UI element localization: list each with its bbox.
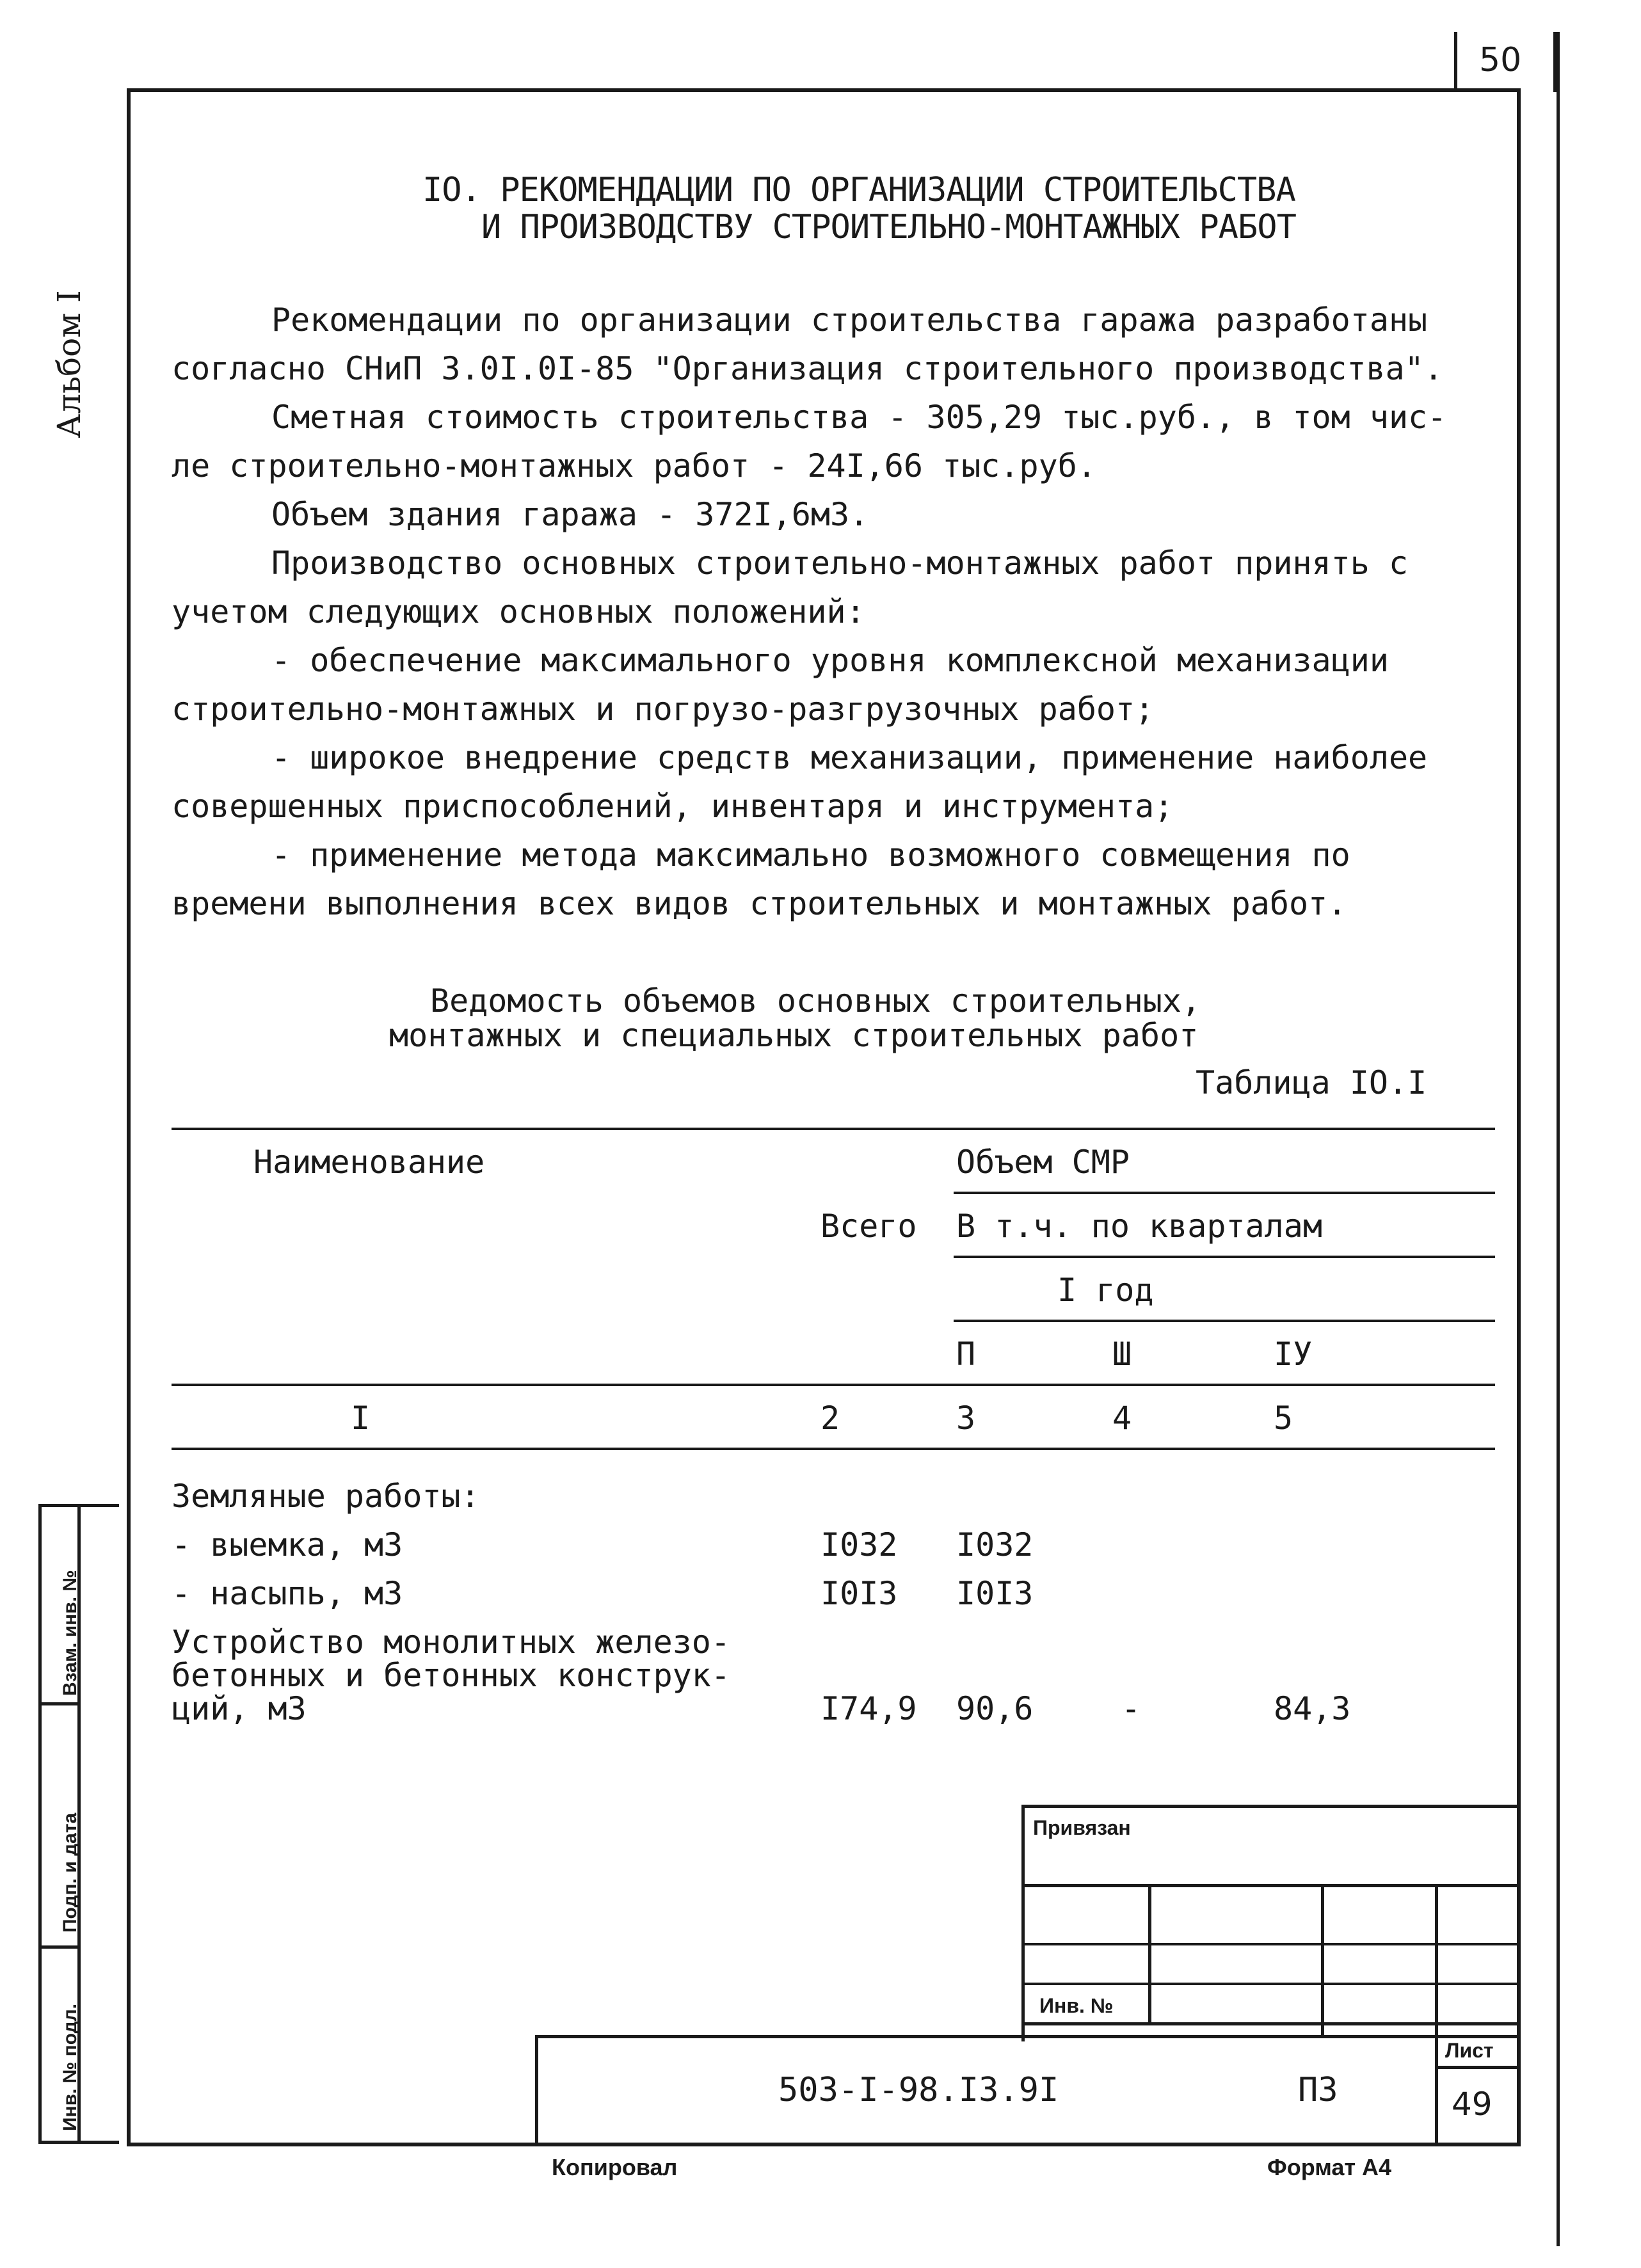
section-heading xyxy=(422,172,1296,246)
stamp-inv-label: Инв. № xyxy=(1039,1994,1114,2017)
col-number-4: 4 xyxy=(1112,1400,1132,1437)
table-row-total: I0I3 xyxy=(820,1575,898,1612)
header-q4: IУ xyxy=(1274,1336,1313,1373)
stamp-rule xyxy=(1021,1983,1521,1985)
table-row-q3: - xyxy=(1121,1690,1141,1727)
sheet-label-rule xyxy=(1435,2066,1521,2069)
body-line-8: - обеспечение максимального уровня комплексной механизации xyxy=(271,642,1389,679)
table-row-name-line: Устройство монолитных железо- xyxy=(172,1624,730,1661)
body-line-10: - широкое внедрение средств механизации, применение наиболее xyxy=(271,739,1428,776)
body-line-12: - применение метода максимально возможного совмещения по xyxy=(271,836,1350,874)
body-line-6: Производство основных строительно-монтажных работ принять с xyxy=(271,545,1409,582)
stamp-bound-label: Привязан xyxy=(1033,1816,1131,1839)
table-row-q4: 84,3 xyxy=(1274,1690,1351,1727)
stamp-rule xyxy=(1021,2022,1521,2025)
body-line-11: совершенных приспособлений, инвентаря и инструмента; xyxy=(172,788,1174,825)
strip-label-inv-podl: Инв. № подл. xyxy=(60,2003,81,2131)
table-row-name-line: ций, м3 xyxy=(172,1690,307,1727)
stamp-rule xyxy=(1021,1943,1521,1945)
table-row-total: I032 xyxy=(820,1526,898,1563)
stamp-col-rule xyxy=(1148,1884,1151,2025)
footer-format: Формат А4 xyxy=(1267,2154,1392,2180)
body-line-4: ле строительно-монтажных работ - 24I,66 тыс.руб. xyxy=(172,447,1096,484)
top-page-number xyxy=(1454,32,1557,92)
table-row-q2: 90,6 xyxy=(956,1690,1034,1727)
body-line-13: времени выполнения всех видов строительных и монтажных работ. xyxy=(172,885,1347,922)
header-q2: П xyxy=(956,1336,976,1373)
body-line-3: Сметная стоимость строительства - 305,29 тыс.руб., в том чис- xyxy=(271,399,1447,436)
body-line-5: Объем здания гаража - 372I,6м3. xyxy=(271,496,869,533)
table-row-name-line: бетонных и бетонных конструк- xyxy=(172,1657,730,1694)
header-total: Всего xyxy=(820,1208,917,1245)
sheet-number: 49 xyxy=(1452,2086,1493,2123)
table-number: Таблица IO.I xyxy=(1196,1064,1427,1101)
body-line-9: строительно-монтажных и погрузо-разгрузочных работ; xyxy=(172,691,1155,728)
header-name: Наименование xyxy=(253,1144,485,1181)
body-line-2: согласно СНиП 3.0I.0I-85 "Организация строительного производства". xyxy=(172,350,1443,387)
footer-copied: Копировал xyxy=(552,2154,678,2180)
header-by-quarters: В т.ч. по кварталам xyxy=(956,1208,1322,1245)
right-edge-line xyxy=(1557,32,1560,2246)
header-volume: Объем СМР xyxy=(956,1144,1130,1181)
table-caption-1: Ведомость объемов основных строительных, xyxy=(430,982,1201,1019)
table-row-name: - выемка, м3 xyxy=(172,1526,403,1563)
header-q3: Ш xyxy=(1112,1336,1132,1373)
heading-line-2: И ПРОИЗВОДСТВУ СТРОИТЕЛЬНО-МОНТАЖНЫХ РАБОТ xyxy=(481,208,1296,246)
table-rule-volume xyxy=(954,1192,1495,1194)
body-line-1: Рекомендации по организации строительства гаража разработаны xyxy=(271,301,1428,339)
table-row-total: I74,9 xyxy=(820,1690,917,1727)
body-line-7: учетом следующих основных положений: xyxy=(172,593,865,630)
doc-section: ПЗ xyxy=(1298,2071,1338,2109)
table-row-name: - насыпь, м3 xyxy=(172,1575,403,1612)
heading-line-1: IO. РЕКОМЕНДАЦИИ ПО ОРГАНИЗАЦИИ СТРОИТЕЛЬСТВА xyxy=(422,171,1295,209)
table-row-name: Земляные работы: xyxy=(172,1478,480,1515)
col-number-3: 3 xyxy=(956,1400,976,1437)
binding-strip xyxy=(38,1504,119,2144)
col-number-5: 5 xyxy=(1274,1400,1293,1437)
table-rule-year xyxy=(954,1320,1495,1322)
stamp-col-rule xyxy=(1321,1884,1324,2035)
stamp-rule xyxy=(1021,1884,1521,1887)
doc-code: 503-I-98.I3.9I xyxy=(778,2071,1059,2109)
table-rule-quarters xyxy=(954,1256,1495,1258)
table-rule-header-bottom xyxy=(172,1384,1495,1386)
col-number-1: I xyxy=(351,1400,371,1437)
col-number-2: 2 xyxy=(820,1400,840,1437)
top-page-number-text: 50 xyxy=(1479,41,1522,79)
strip-label-vzam: Взам. инв. № xyxy=(60,1570,81,1696)
header-year: I год xyxy=(1057,1272,1154,1309)
table-row-q2: I032 xyxy=(956,1526,1034,1563)
table-rule-numbers-bottom xyxy=(172,1448,1495,1450)
album-label: Альбом I xyxy=(51,290,88,438)
table-rule-top xyxy=(172,1128,1495,1130)
table-caption-2: монтажных и специальных строительных работ xyxy=(389,1017,1199,1054)
strip-label-podp: Подп. и дата xyxy=(60,1812,81,1933)
table-row-q2: I0I3 xyxy=(956,1575,1034,1612)
sheet-label: Лист xyxy=(1445,2039,1494,2062)
